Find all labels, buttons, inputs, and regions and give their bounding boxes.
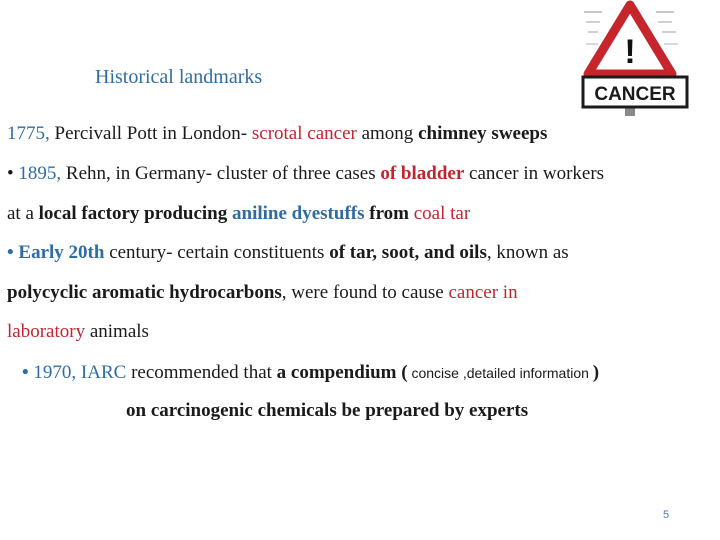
text-line-8: on carcinogenic chemicals be prepared by experts: [126, 400, 529, 421]
text-line-6: laboratory animals: [7, 321, 149, 342]
page-number: 5: [663, 509, 670, 521]
cancer-warning-sign-icon: [574, 0, 694, 120]
text-line-5: polycyclic aromatic hydrocarbons, were found to cause cancer in: [7, 282, 518, 303]
text-line-7: • 1970, IARC recommended that a compendium ( concise ,detailed information ): [22, 362, 600, 383]
text-line-4: • Early 20th century- certain constituents of tar, soot, and oils, known as: [7, 242, 569, 263]
sign-label: CANCER: [594, 84, 676, 105]
text-line-2: • 1895, Rehn, in Germany- cluster of three cases of bladder cancer in workers: [7, 163, 605, 184]
text-line-3: at a local factory producing aniline dyestuffs from coal tar: [7, 203, 471, 224]
text-line-1: 1775, Percivall Pott in London- scrotal cancer among chimney sweeps: [7, 123, 548, 144]
slide-title: Historical landmarks: [95, 66, 263, 88]
exclamation-mark: !: [624, 33, 636, 71]
